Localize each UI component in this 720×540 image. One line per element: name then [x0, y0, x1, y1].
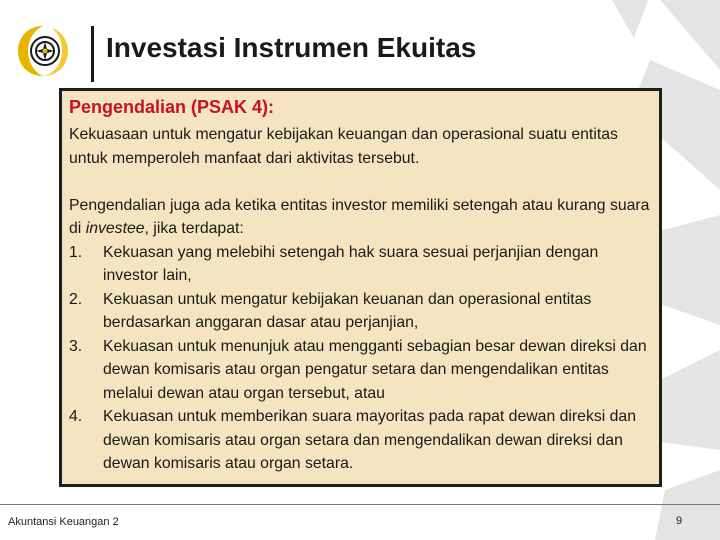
- investee-term: investee: [85, 220, 145, 237]
- list-item-text: Kekuasan untuk menunjuk atau mengganti sebagian besar dewan direksi dan dewan komisaris atau organ pengatur setara dan mengendalikan entitas melalui dewan atau organ tersebut, atau: [103, 337, 647, 402]
- list-item: [69, 288, 651, 335]
- paragraph-condition-suffix: , jika terdapat:: [144, 220, 244, 237]
- list-item-text: Kekuasan yang melebihi setengah hak suara sesuai perjanjian dengan investor lain,: [103, 243, 599, 284]
- list-item-number: 2.: [69, 290, 83, 308]
- list-item: [69, 335, 651, 406]
- list-item-text: Kekuasan untuk memberikan suara mayoritas pada rapat dewan direksi dan dewan komisaris atau organ setara dan mengendalikan dewan direksi dan dewan komisaris atau organ setara.: [103, 408, 637, 472]
- title-divider: [91, 26, 94, 82]
- paragraph-condition: [69, 194, 651, 241]
- list-item-number: 3.: [69, 337, 83, 355]
- university-emblem-icon: [14, 22, 72, 80]
- footer-course-name: Akuntansi Keuangan 2: [8, 516, 119, 528]
- content-heading: Pengendalian (PSAK 4):: [69, 97, 275, 117]
- list-item-text: Kekuasan untuk mengatur kebijakan keuanan dan operasional entitas berdasarkan anggaran dasar atau perjanjian,: [103, 290, 592, 331]
- paragraph-definition: Kekuasaan untuk mengatur kebijakan keuangan dan operasional suatu entitas untuk memperoleh manfaat dari aktivitas tersebut.: [69, 126, 618, 167]
- list-item: [69, 241, 651, 288]
- page-number: 9: [676, 515, 683, 527]
- condition-list: [69, 241, 651, 476]
- content-box: [59, 88, 662, 487]
- list-item: [69, 405, 651, 476]
- list-item-number: 4.: [69, 408, 83, 425]
- list-item-number: 1.: [69, 243, 83, 261]
- paragraph-condition-text: Pengendalian juga ada ketika entitas investor memiliki setengah atau kurang suara di: [69, 196, 650, 237]
- slide-title: Investasi Instrumen Ekuitas: [106, 32, 477, 63]
- footer-divider: [0, 504, 720, 505]
